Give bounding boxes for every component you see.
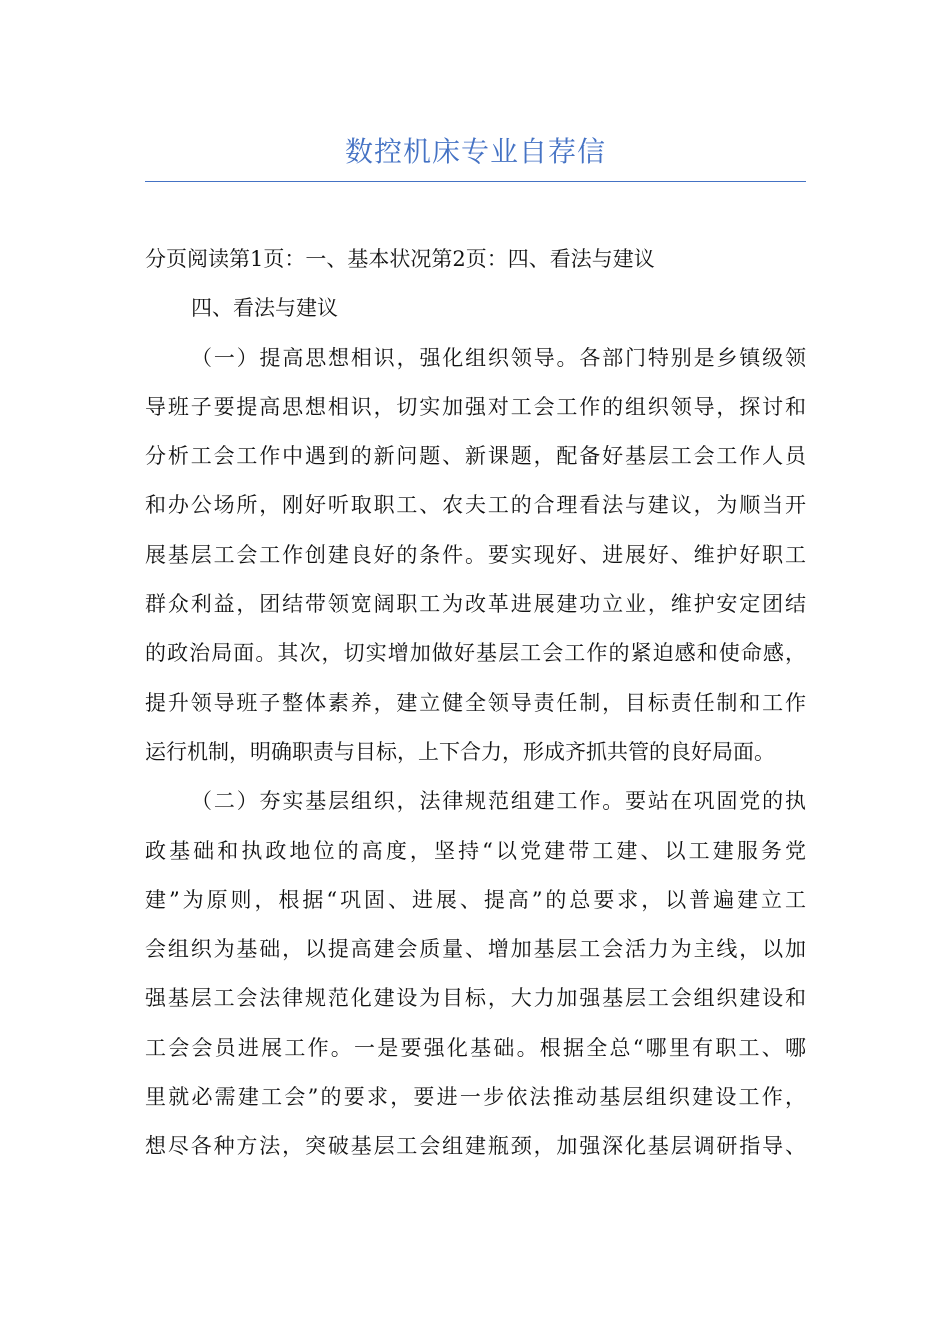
paragraph-line: 想尽各种方法，突破基层工会组建瓶颈，加强深化基层调研指导、 [145,1134,806,1159]
paragraph-line: 工会会员进展工作。一是要强化基础。根据全总“哪里有职工、哪 [145,1035,806,1060]
paragraph-line: 会组织为基础，以提高建会质量、增加基层工会活力为主线，以加 [145,937,806,962]
document-body [145,235,806,1172]
pagination-line: 分页阅读第1页：一、基本状况第2页：四、看法与建议 [145,247,655,271]
title-underline [145,181,806,182]
paragraph-line: 和办公场所，刚好听取职工、农夫工的合理看法与建议，为顺当开 [145,493,806,518]
paragraph-line: （二）夯实基层组织，法律规范组建工作。要站在巩固党的执 [191,789,806,814]
paragraph-line: （一）提高思想相识，强化组织领导。各部门特别是乡镇级领 [191,345,806,370]
paragraph-line: 政基础和执政地位的高度，坚持“以党建带工建、以工建服务党 [145,838,806,863]
paragraph-line: 建”为原则，根据“巩固、进展、提高”的总要求，以普遍建立工 [145,887,806,912]
paragraph-line: 里就必需建工会”的要求，要进一步依法推动基层组织建设工作， [145,1085,806,1110]
paragraph-line: 导班子要提高思想相识，切实加强对工会工作的组织领导，探讨和 [145,394,806,419]
paragraph-line: 运行机制，明确职责与目标，上下合力，形成齐抓共管的良好局面。 [145,739,775,764]
document-title: 数控机床专业自荐信 [344,135,606,168]
paragraph-line: 群众利益，团结带领宽阔职工为改革进展建功立业，维护安定团结 [145,592,806,617]
section-heading: 四、看法与建议 [191,296,338,321]
paragraph-line: 分析工会工作中遇到的新问题、新课题，配备好基层工会工作人员 [145,444,806,469]
paragraph-line: 的政治局面。其次，切实增加做好基层工会工作的紧迫感和使命感， [145,641,806,666]
paragraph-line: 提升领导班子整体素养，建立健全领导责任制，目标责任制和工作 [145,690,806,715]
paragraph-line: 展基层工会工作创建良好的条件。要实现好、进展好、维护好职工 [145,542,806,567]
paragraph-line: 强基层工会法律规范化建设为目标，大力加强基层工会组织建设和 [145,986,806,1011]
